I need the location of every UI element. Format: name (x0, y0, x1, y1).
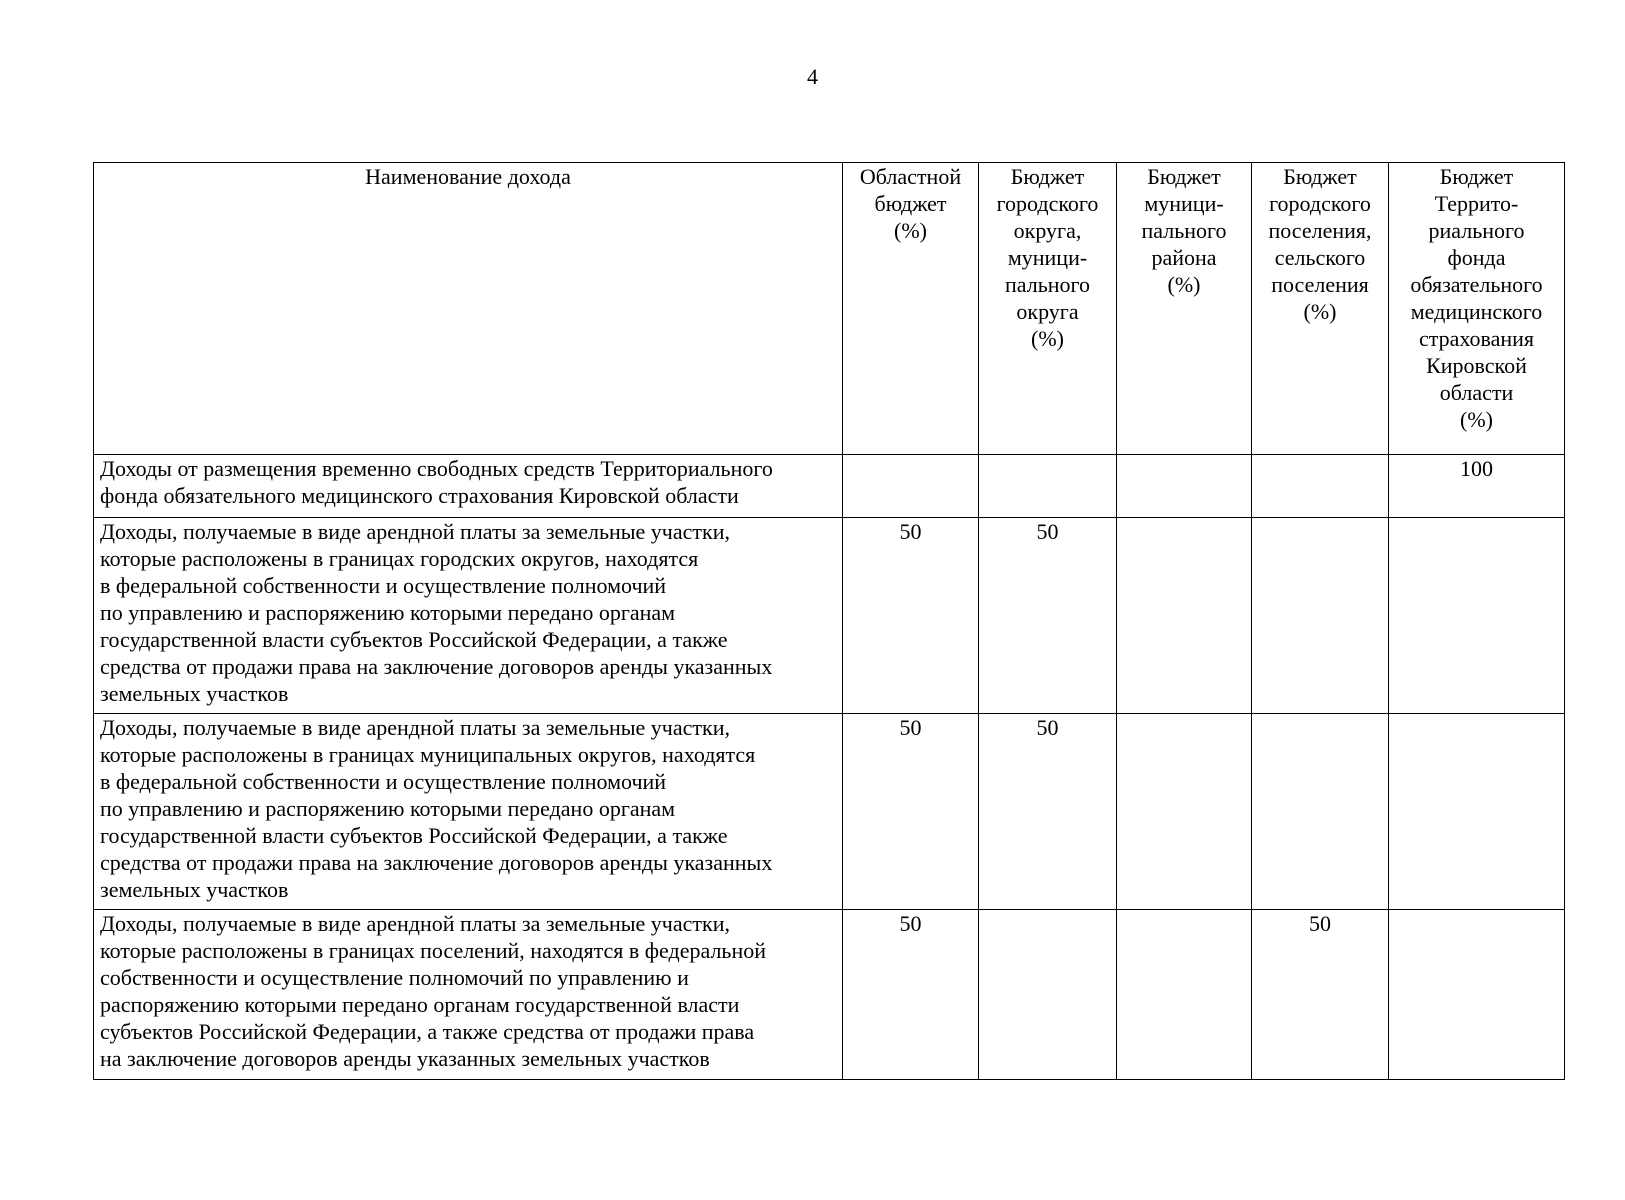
municipal-district-share-cell (1117, 455, 1252, 518)
table-row (94, 518, 1565, 714)
header-city-district-budget: Бюджет городского округа, муници- пального округа (%) (979, 163, 1117, 455)
table-row (94, 910, 1565, 1080)
municipal-district-share-cell (1117, 714, 1252, 910)
header-tfoms-budget: Бюджет Террито- риального фонда обязательного медицинского страхования Кировской области (%) (1389, 163, 1565, 455)
settlement-share-cell: 50 (1252, 910, 1389, 1080)
settlement-share-cell (1252, 518, 1389, 714)
regional-share-cell (843, 455, 979, 518)
income-name-cell: Доходы, получаемые в виде арендной платы за земельные участки, которые расположены в границах муниципальных округов, находятся в федеральной собственности и осуществление полномочий по управлению и распоряжению которыми передано органам государственной власти субъектов Российской Федерации, а также средства от продажи права на заключение договоров аренды указанных земельных участков (94, 714, 843, 910)
municipal-district-share-cell (1117, 910, 1252, 1080)
table-row (94, 455, 1565, 518)
regional-share-cell: 50 (843, 910, 979, 1080)
table-row (94, 714, 1565, 910)
regional-share-cell: 50 (843, 518, 979, 714)
header-regional-budget: Областной бюджет (%) (843, 163, 979, 455)
header-municipal-district-budget: Бюджет муници- пального района (%) (1117, 163, 1252, 455)
income-name-cell: Доходы, получаемые в виде арендной платы за земельные участки, которые расположены в границах поселений, находятся в федеральной собственности и осуществление полномочий по управлению и распоряжению которыми передано органам государственной власти субъектов Российской Федерации, а также средства от продажи права на заключение договоров аренды указанных земельных участков (94, 910, 843, 1080)
income-name-cell: Доходы, получаемые в виде арендной платы за земельные участки, которые расположены в границах городских округов, находятся в федеральной собственности и осуществление полномочий по управлению и распоряжению которыми передано органам государственной власти субъектов Российской Федерации, а также средства от продажи права на заключение договоров аренды указанных земельных участков (94, 518, 843, 714)
header-settlement-budget: Бюджет городского поселения, сельского поселения (%) (1252, 163, 1389, 455)
tfoms-share-cell: 100 (1389, 455, 1565, 518)
settlement-share-cell (1252, 714, 1389, 910)
tfoms-share-cell (1389, 910, 1565, 1080)
regional-share-cell: 50 (843, 714, 979, 910)
city-district-share-cell: 50 (979, 714, 1117, 910)
settlement-share-cell (1252, 455, 1389, 518)
income-name-cell: Доходы от размещения временно свободных средств Территориального фонда обязательного медицинского страхования Кировской области (94, 455, 843, 518)
city-district-share-cell (979, 455, 1117, 518)
revenue-distribution-table (93, 162, 1565, 1080)
municipal-district-share-cell (1117, 518, 1252, 714)
header-income-name: Наименование дохода (94, 163, 843, 455)
city-district-share-cell (979, 910, 1117, 1080)
page-number: 4 (807, 64, 818, 89)
city-district-share-cell: 50 (979, 518, 1117, 714)
tfoms-share-cell (1389, 714, 1565, 910)
table-header-row (94, 163, 1565, 455)
tfoms-share-cell (1389, 518, 1565, 714)
